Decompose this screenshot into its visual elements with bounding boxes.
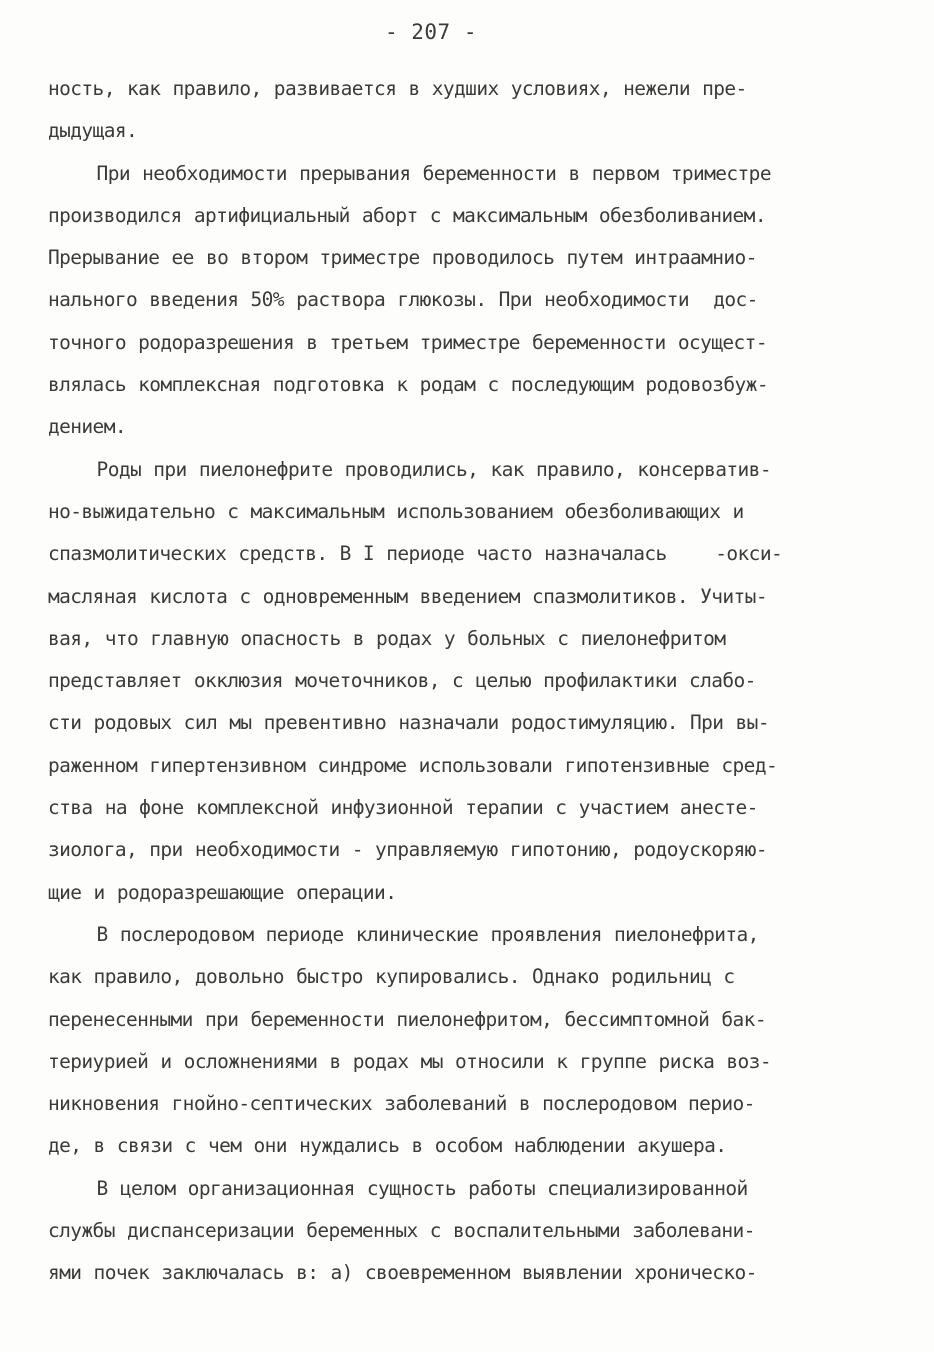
text-line: ями почек заключалась в: а) своевременном выявлении хроническо- [48,1261,757,1285]
text-line: точного родоразрешения в третьем триместре беременности осущест- [48,330,767,354]
text-line: ства на фоне комплексной инфузионной терапии с участием анесте- [48,796,758,820]
page-number: - 207 - [384,20,477,44]
text-line: де, в связи с чем они нуждались в особом наблюдении акушера. [48,1134,727,1158]
text-line: Прерывание ее во втором триместре проводилось путем интраамнио- [48,246,757,270]
text-line: как правило, довольно быстро купировались. Однако родильниц с [48,965,735,989]
body-text [48,68,888,1295]
text-line: Роды при пиелонефрите проводились, как правило, консерватив- [48,457,771,481]
text-line: службы диспансеризации беременных с воспалительными заболевани- [48,1219,755,1243]
text-line: щие и родоразрешающие операции. [48,880,397,904]
text-line: нального введения 50% раствора глюкозы. При необходимости дос- [48,288,758,312]
text-line: дыдущая. [48,119,138,143]
text-line: ность, как правило, развивается в худших условиях, нежели пре- [48,77,747,100]
text-line: но-выжидательно с максимальным использованием обезболивающих и [48,499,744,523]
text-line: При необходимости прерывания беременности в первом триместре [48,161,771,185]
text-line: дением. [48,415,126,439]
text-line: перенесенными при беременности пиелонефритом, бессимптомной бак- [48,1007,766,1031]
text-line: сти родовых сил мы превентивно назначали родостимуляцию. При вы- [48,711,769,735]
text-line: представляет окклюзия мочеточников, с целью профилактики слабо- [48,669,756,693]
text-line: производился артифициальный аборт с максимальным обезболиванием. [48,203,766,227]
text-line: териурией и осложнениями в родах мы относили к группе риска воз- [48,1049,771,1073]
text-line: никновения гнойно-септических заболеваний в послеродовом перио- [48,1092,755,1116]
text-line: масляная кислота с одновременным введением спазмолитиков. Учиты- [48,584,767,608]
text-line: зиолога, при необходимости - управляемую гипотонию, родоускоряю- [48,838,767,862]
text-line: спазмолитических средств. В I периоде часто назначалась -окси- [48,542,783,566]
text-line: вая, что главную опасность в родах у больных с пиелонефритом [48,626,726,650]
text-line: В целом организационная сущность работы специализированной [48,1176,748,1200]
text-line: влялась комплексная подготовка к родам с последующим родовозбуж- [48,373,768,397]
text-line: раженном гипертензивном синдроме использовали гипотензивные сред- [48,753,778,777]
text-line: В послеродовом периоде клинические проявления пиелонефрита, [48,922,759,946]
